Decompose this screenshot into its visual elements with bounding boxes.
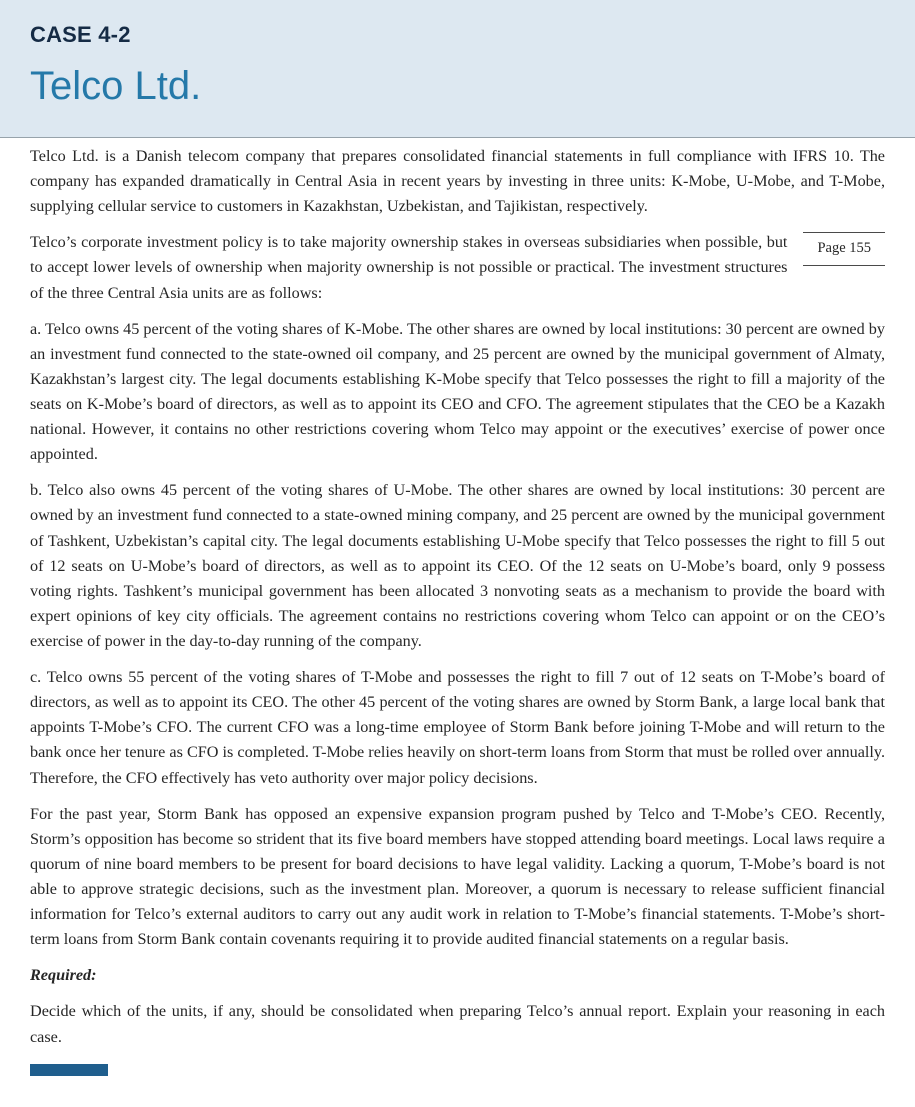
case-header [0, 0, 915, 138]
case-title: Telco Ltd. [30, 64, 202, 108]
paragraph-intro: Telco Ltd. is a Danish telecom company that prepares consolidated financial statements in full compliance with IFRS 10. The company has expanded dramatically in Central Asia in recent years by investing in three units: K-Mobe, U-Mobe, and T-Mobe, supplying cellular service to customers in Kazakhstan, Uzbekistan, and Tajikistan, respectively. [30, 147, 885, 216]
case-body [0, 138, 915, 1076]
case-label: CASE 4-2 [30, 22, 131, 47]
paragraph-storm-bank: For the past year, Storm Bank has opposed an expensive expansion program pushed by Telco and T-Mobe’s CEO. Recently, Storm’s opposition has become so strident that its five board members have stopped attending board meetings. Local laws require a quorum of nine board members to be present for board decisions to have legal validity. Lacking a quorum, T-Mobe’s board is not able to approve strategic decisions, such as the investment plan. Moreover, a quorum is necessary to release sufficient financial information for Telco’s external auditors to carry out any audit work in relation to T-Mobe’s financial statements. T-Mobe’s short-term loans from Storm Bank contain covenants requiring it to provide audited financial statements on a regular basis. [30, 804, 885, 949]
paragraph-question: Decide which of the units, if any, should be consolidated when preparing Telco’s annual report. Explain your reasoning in each case. [30, 1002, 885, 1046]
paragraph-item-c: c. Telco owns 55 percent of the voting shares of T-Mobe and possesses the right to fill 7 out of 12 seats on T-Mobe’s board of directors, as well as to appoint its CEO. The other 45 percent of the voting shares are owned by Storm Bank, a large local bank that appoints T-Mobe’s CFO. The current CFO was a long-time employee of Storm Bank before joining T-Mobe and will return to the bank once her tenure as CFO is completed. T-Mobe relies heavily on short-term loans from Storm that must be rolled over annually. Therefore, the CFO effectively has veto authority over major policy decisions. [30, 668, 885, 787]
paragraph-policy [30, 230, 885, 305]
required-label: Required: [30, 966, 97, 985]
paragraph-policy-text: Telco’s corporate investment policy is to take majority ownership stakes in overseas subsidiaries when possible, but to accept lower levels of ownership when majority ownership is not possible or practical. The investment structures of the three Central Asia units are as follows: [30, 233, 788, 302]
page-number-marker: Page 155 [803, 232, 885, 265]
paragraph-item-a: a. Telco owns 45 percent of the voting shares of K-Mobe. The other shares are owned by local institutions: 30 percent are owned by an investment fund connected to the state-owned oil company, and 25 percent are owned by the municipal government of Almaty, Kazakhstan’s largest city. The legal documents establishing K-Mobe specify that Telco possesses the right to fill a majority of the seats on K-Mobe’s board of directors, as well as to appoint its CEO and CFO. The agreement stipulates that the CEO be a Kazakh national. However, it contains no other restrictions covering whom Telco may appoint or the executives’ exercise of power once appointed. [30, 319, 885, 464]
paragraph-item-b: b. Telco also owns 45 percent of the voting shares of U-Mobe. The other shares are owned by local institutions: 30 percent are owned by an investment fund connected to a state-owned mining company, and 25 percent are owned by the municipal government of Tashkent, Uzbekistan’s capital city. The legal documents establishing U-Mobe specify that Telco possesses the right to fill 5 out of 12 seats on U-Mobe’s board of directors, as well as to appoint its CEO. Of the 12 seats on U-Mobe’s board, only 9 possess voting rights. Tashkent’s municipal government has been allocated 3 nonvoting seats as a mechanism to provide the board with expert opinions of key city officials. The agreement contains no restrictions covering whom Telco can appoint or on the CEO’s exercise of power in the day-to-day running of the company. [30, 481, 885, 650]
next-section-accent-bar [30, 1064, 108, 1076]
